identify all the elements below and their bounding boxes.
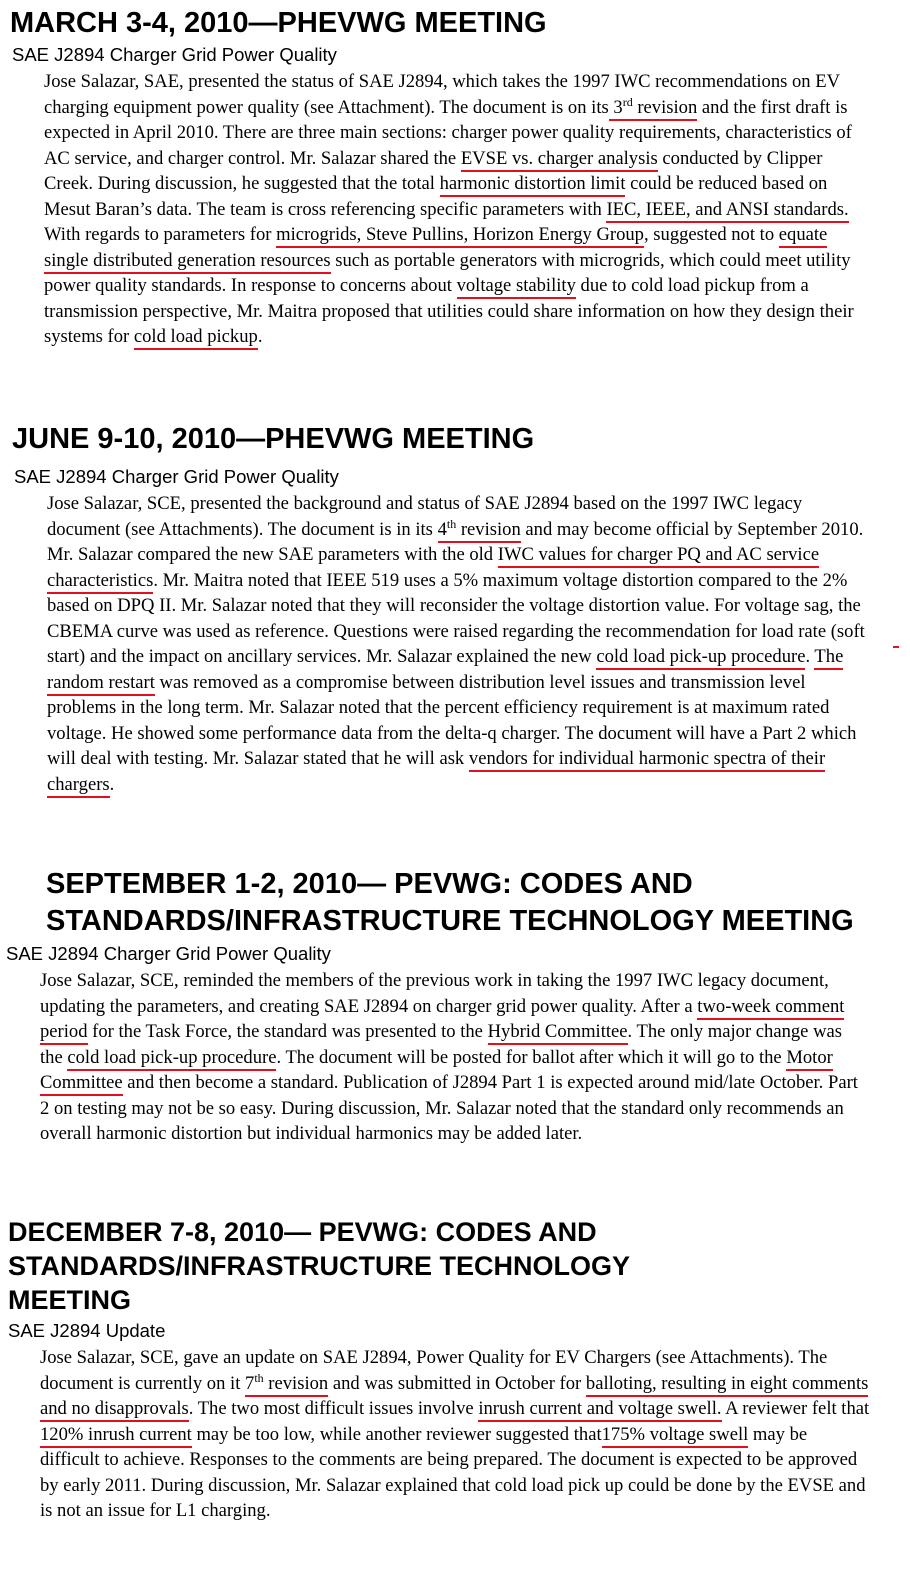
section-heading: SEPTEMBER 1-2, 2010— PEVWG: CODES AND STANDARDS/INFRASTRUCTURE TECHNOLOGY MEETING (46, 868, 854, 937)
underlined-text: cold load pick-up procedure (596, 646, 805, 670)
underlined-text: voltage stability (457, 275, 576, 299)
section-body: Jose Salazar, SCE, gave an update on SAE J2894, Power Quality for EV Chargers (see Attachments). The document is currently on it 7th revision and was submitted in October for balloting, resulting in eight comments and no disapprovals. The two most difficult issues involve inrush current and voltage swell. A reviewer felt that 120% inrush current may be too low, while another reviewer suggested that175% voltage swell may be difficult to achieve. Responses to the comments are being prepared. The document is expected to be approved by early 2011. During discussion, Mr. Salazar explained that cold load pick up could be done by the EVSE and is not an issue for L1 charging. (40, 1347, 870, 1521)
underlined-text: IEC, IEEE, and ANSI standards. (606, 199, 848, 223)
underlined-text: microgrids, Steve Pullins, Horizon Energy Group (276, 224, 644, 248)
underlined-text: 7th revision (245, 1373, 328, 1397)
underlined-text: harmonic distortion limit (440, 173, 626, 197)
section-march-2010 (0, 6, 910, 350)
underlined-text: IWC values for charger PQ and AC service characteristics (47, 544, 819, 594)
section-heading: MARCH 3-4, 2010—PHEVWG MEETING (10, 7, 547, 39)
section-body: Jose Salazar, SCE, presented the background and status of SAE J2894 based on the 1997 IWC legacy document (see Attachments). The document is in its 4th revision and may become official by September 2010. Mr. Salazar compared the new SAE parameters with the old IWC values for charger PQ and AC service characteristics. Mr. Maitra noted that IEEE 519 uses a 5% maximum voltage distortion compared to the 2% based on DPQ II. Mr. Salazar noted that they will reconsider the voltage distortion value. For voltage sag, the CBEMA curve was used as reference. Questions were raised regarding the recommendation for load rate (soft start) and the impact on ancillary services. Mr. Salazar explained the new cold load pick-up procedure. The random restart was removed as a compromise between distribution level issues and transmission level problems in the long term. Mr. Salazar noted that the percent efficiency requirement is at maximum rated voltage. He showed some performance data from the delta-q charger. The document will have a Part 2 which will deal with testing. Mr. Salazar stated that he will ask vendors for individual harmonic spectra of their chargers. (0, 491, 877, 797)
section-subheading: SAE J2894 Update (8, 1320, 166, 1341)
section-body: Jose Salazar, SAE, presented the status of SAE J2894, which takes the 1997 IWC recommendations on EV charging equipment power quality (see Attachment). The document is on its 3rd revision and the first draft is expected in April 2010. There are three main sections: charger power quality requirements, characteristics of AC service, and charger control. Mr. Salazar shared the EVSE vs. charger analysis conducted by Clipper Creek. During discussion, he suggested that the total harmonic distortion limit could be reduced based on Mesut Baran’s data. The team is cross referencing specific parameters with IEC, IEEE, and ANSI standards. With regards to parameters for microgrids, Steve Pullins, Horizon Energy Group, suggested not to equate single distributed generation resources such as portable generators with microgrids, which could meet utility power quality standards. In response to concerns about voltage stability due to cold load pickup from a transmission perspective, Mr. Maitra proposed that utilities could share information on how they design their systems for cold load pickup. (0, 69, 874, 350)
underlined-text: EVSE vs. charger analysis (461, 148, 658, 172)
underlined-text: cold load pickup (134, 326, 258, 350)
underlined-text: vendors for individual harmonic spectra of their chargers (47, 748, 825, 798)
underlined-text: Hybrid Committee (488, 1021, 628, 1045)
section-september-2010 (0, 866, 910, 1147)
section-subheading: SAE J2894 Charger Grid Power Quality (14, 466, 339, 487)
section-subheading: SAE J2894 Charger Grid Power Quality (12, 44, 337, 65)
underlined-text: 3rd revision (609, 97, 698, 121)
margin-mark (893, 646, 899, 648)
underlined-text: two-week comment period (40, 996, 844, 1046)
section-heading: DECEMBER 7-8, 2010— PEVWG: CODES AND STANDARDS/INFRASTRUCTURE TECHNOLOGY MEETING (8, 1217, 630, 1315)
section-heading: JUNE 9-10, 2010—PHEVWG MEETING (12, 423, 535, 455)
underlined-text: inrush current and voltage swell. (478, 1398, 721, 1422)
underlined-text: Motor Committee (40, 1047, 833, 1097)
underlined-text: equate single distributed generation resources (44, 224, 827, 274)
section-december-2010 (0, 1215, 910, 1524)
underlined-text: 175% voltage swell (602, 1424, 749, 1448)
underlined-text: 120% inrush current (40, 1424, 192, 1448)
underlined-text: 4th revision (438, 519, 521, 543)
section-june-2010 (0, 422, 910, 797)
section-subheading: SAE J2894 Charger Grid Power Quality (6, 943, 331, 964)
section-body: Jose Salazar, SCE, reminded the members of the previous work in taking the 1997 IWC legacy document, updating the parameters, and creating SAE J2894 on charger grid power quality. After a two-week comment period for the Task Force, the standard was presented to the Hybrid Committee. The only major change was the cold load pick-up procedure. The document will be posted for ballot after which it will go to the Motor Committee and then become a standard. Publication of J2894 Part 1 is expected around mid/late October. Part 2 on testing may not be so easy. During discussion, Mr. Salazar noted that the standard only recommends an overall harmonic distortion but individual harmonics may be added later. (40, 970, 858, 1144)
underlined-text: balloting, resulting in eight comments and no disapprovals (40, 1373, 868, 1423)
underlined-text: cold load pick-up procedure (67, 1047, 276, 1071)
underlined-text: The random restart (47, 646, 843, 696)
